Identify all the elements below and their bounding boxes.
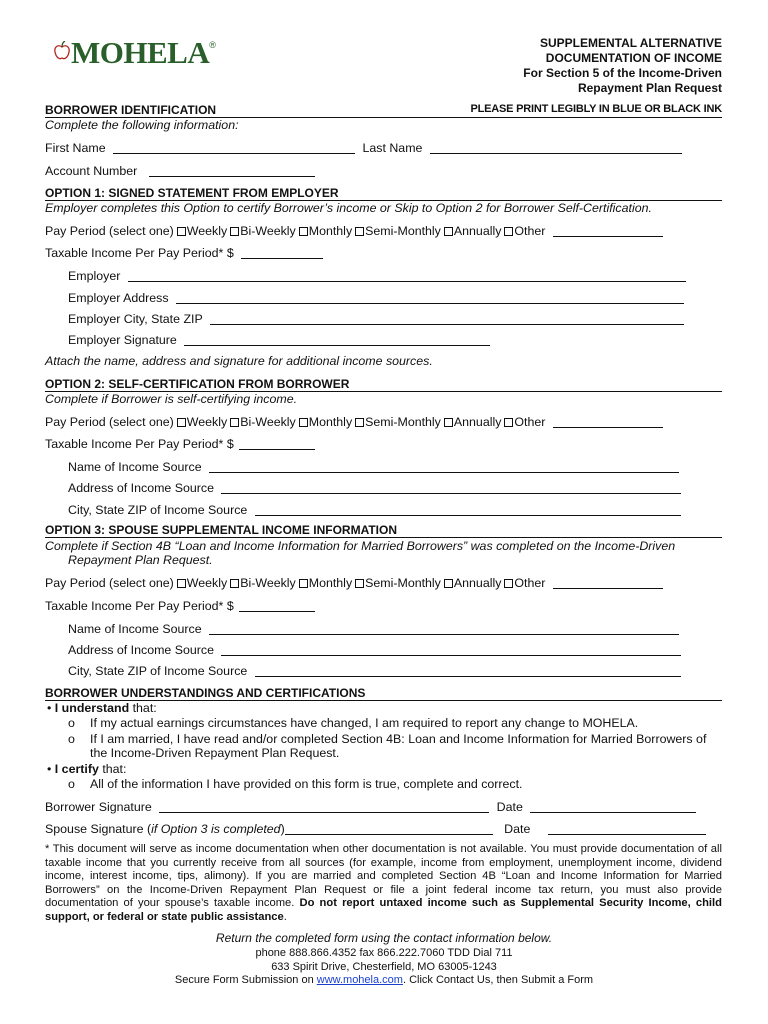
monthly-checkbox[interactable] — [299, 579, 308, 588]
employer-city-label: Employer City, State ZIP — [68, 312, 203, 326]
other-field[interactable] — [553, 225, 663, 237]
option1-heading — [45, 186, 722, 201]
address-line: 633 Spirit Drive, Chesterfield, MO 63005-1243 — [271, 961, 497, 973]
mohela-logo — [54, 36, 216, 70]
annually-checkbox[interactable] — [444, 227, 453, 236]
employer-address-label: Employer Address — [68, 291, 169, 305]
sub-bullet-icon: o — [68, 777, 75, 791]
option-label: Bi-Weekly — [240, 576, 296, 590]
option2-instruction: Complete if Borrower is self-certifying income. — [45, 392, 298, 406]
certify-bold: I certify — [54, 762, 99, 776]
option3-instruction-line1: Complete if Section 4B “Loan and Income Information for Married Borrowers” was completed on the Income-Driven — [45, 539, 676, 553]
secure-suffix: . Click Contact Us, then Submit a Form — [402, 974, 594, 986]
understand-rest: that: — [129, 701, 157, 715]
income-source-city-row — [68, 503, 681, 517]
option-label: Other — [514, 576, 546, 590]
taxable-income-label: Taxable Income Per Pay Period* $ — [45, 437, 234, 451]
income-source-city-field[interactable] — [255, 504, 681, 516]
option-label: Other — [514, 415, 546, 429]
income-source-city-field[interactable] — [255, 665, 681, 677]
understand-bold: I understand — [54, 701, 130, 715]
weekly-checkbox[interactable] — [177, 579, 186, 588]
phone-line: phone 888.866.4352 fax 866.222.7060 TDD Dial 711 — [255, 947, 513, 959]
date-label: Date — [496, 800, 523, 814]
secure-submission-line — [0, 974, 768, 986]
spouse-income-source-address-row — [68, 643, 681, 657]
footnote-bold: Do not report untaxed income such as Supplemental Security Income, child support, or federal or state public assistance — [45, 897, 722, 923]
understand-item — [68, 732, 706, 746]
section-title: OPTION 3: SPOUSE SUPPLEMENTAL INCOME INFORMATION — [45, 523, 398, 537]
print-note: PLEASE PRINT LEGIBLY IN BLUE OR BLACK INK — [470, 103, 722, 115]
taxable-income-label: Taxable Income Per Pay Period* $ — [45, 599, 234, 613]
form-title — [523, 36, 722, 96]
biweekly-checkbox[interactable] — [230, 418, 239, 427]
option-label: Annually — [453, 415, 502, 429]
weekly-checkbox[interactable] — [177, 418, 186, 427]
spouse-signature-note: if Option 3 is completed — [151, 822, 281, 836]
option-label: Monthly — [308, 576, 353, 590]
income-source-city-label: City, State ZIP of Income Source — [68, 664, 248, 678]
spouse-signature-close: ) — [280, 822, 285, 836]
annually-checkbox[interactable] — [444, 418, 453, 427]
first-name-label: First Name — [45, 141, 106, 155]
income-source-name-row — [68, 460, 679, 474]
taxable-income-field[interactable] — [241, 247, 323, 259]
option2-heading — [45, 377, 722, 392]
footnote-end: . — [283, 910, 287, 923]
income-source-name-field[interactable] — [209, 623, 679, 635]
option-label: Other — [514, 224, 546, 238]
option3-taxable-row — [45, 599, 315, 613]
borrower-signature-field[interactable] — [159, 801, 489, 813]
option-label: Annually — [453, 224, 502, 238]
registered-mark: ® — [209, 40, 216, 50]
option-label: Semi-Monthly — [365, 224, 441, 238]
option1-instruction: Employer completes this Option to certify Borrower’s income or Skip to Option 2 for Borrower Self-Certification. — [45, 201, 652, 215]
section-title: OPTION 1: SIGNED STATEMENT FROM EMPLOYER — [45, 186, 339, 200]
borrower-identification-heading — [45, 103, 722, 118]
section-title: BORROWER IDENTIFICATION — [45, 103, 217, 117]
account-number-label: Account Number — [45, 164, 138, 178]
first-name-field[interactable] — [113, 142, 355, 154]
income-source-city-label: City, State ZIP of Income Source — [68, 503, 248, 517]
return-note: Return the completed form using the contact information below. — [215, 931, 553, 945]
title-line: For Section 5 of the Income-Driven — [523, 66, 722, 80]
other-field[interactable] — [553, 577, 663, 589]
option-label: Monthly — [308, 224, 353, 238]
certify-bullet — [47, 762, 126, 776]
option-label: Bi-Weekly — [240, 224, 296, 238]
annually-checkbox[interactable] — [444, 579, 453, 588]
last-name-field[interactable] — [430, 142, 682, 154]
option3-pay-period-row — [45, 576, 663, 590]
logo-text: MOHELA — [71, 35, 210, 70]
spouse-income-source-city-row — [68, 664, 681, 678]
spouse-date-field[interactable] — [548, 823, 706, 835]
borrower-instruction: Complete the following information: — [45, 118, 239, 132]
borrower-signature-label: Borrower Signature — [45, 800, 152, 814]
pay-period-label: Pay Period (select one) — [45, 224, 174, 238]
employer-signature-label: Employer Signature — [68, 333, 177, 347]
employer-city-row — [68, 312, 684, 326]
income-source-name-field[interactable] — [209, 461, 679, 473]
certify-rest: that: — [98, 762, 127, 776]
option3-heading — [45, 523, 722, 538]
title-line: SUPPLEMENTAL ALTERNATIVE — [539, 36, 722, 50]
last-name-label: Last Name — [362, 141, 423, 155]
footnote — [45, 843, 722, 925]
understand-text: If my actual earnings circumstances have changed, I am required to report any change to MOHELA. — [90, 716, 639, 730]
monthly-checkbox[interactable] — [299, 227, 308, 236]
borrower-signature-row — [45, 800, 696, 814]
certify-text: All of the information I have provided on this form is true, complete and correct. — [90, 777, 523, 791]
spouse-income-source-name-row — [68, 622, 679, 636]
employer-signature-row — [68, 333, 490, 347]
secure-prefix: Secure Form Submission on — [174, 974, 317, 986]
income-source-name-label: Name of Income Source — [68, 622, 202, 636]
title-line: Repayment Plan Request — [577, 81, 722, 95]
section-title: OPTION 2: SELF-CERTIFICATION FROM BORROWER — [45, 377, 350, 391]
option2-taxable-row — [45, 437, 315, 451]
option-label: Weekly — [186, 415, 228, 429]
other-checkbox[interactable] — [504, 418, 513, 427]
title-line: DOCUMENTATION OF INCOME — [545, 51, 722, 65]
sub-bullet-icon: o — [68, 732, 75, 746]
borrower-date-field[interactable] — [530, 801, 696, 813]
section-title: BORROWER UNDERSTANDINGS AND CERTIFICATIONS — [45, 686, 366, 700]
employer-signature-field[interactable] — [184, 334, 490, 346]
first-name-row — [45, 141, 682, 155]
date-label: Date — [504, 822, 531, 836]
option-label: Weekly — [186, 576, 228, 590]
certifications-heading — [45, 686, 722, 701]
pay-period-label: Pay Period (select one) — [45, 576, 174, 590]
employer-address-row — [68, 291, 684, 305]
website-link[interactable]: www.mohela.com — [316, 974, 403, 986]
understand-text: If I am married, I have read and/or completed Section 4B: Loan and Income Information for Married Borrowers of — [90, 732, 707, 746]
income-source-address-row — [68, 481, 681, 495]
spouse-signature-row — [45, 822, 706, 836]
bullet-icon: • — [47, 701, 52, 715]
option-label: Bi-Weekly — [240, 415, 296, 429]
footnote-text: * This document will serve as income documentation when other documentation is not available. You must provide documentation of all taxable income that you currently receive from all sources (for example, income from employment, unemployment income, dividend income, interest income, tips, alimony). If you are married and completed Section 4B “Loan and Income Information for Married Borrowers” on the Income-Driven Repayment Plan Request or file a joint federal income tax return, you must also provide documentation of your spouse’s taxable income. — [45, 843, 722, 910]
understand-item — [68, 716, 638, 730]
income-source-address-field[interactable] — [221, 482, 681, 494]
semimonthly-checkbox[interactable] — [355, 227, 364, 236]
other-checkbox[interactable] — [504, 227, 513, 236]
employer-field[interactable] — [128, 270, 686, 282]
certify-item — [68, 777, 523, 791]
other-checkbox[interactable] — [504, 579, 513, 588]
apple-icon — [54, 41, 70, 61]
income-source-name-label: Name of Income Source — [68, 460, 202, 474]
option1-pay-period-row — [45, 224, 663, 238]
account-number-row — [45, 164, 315, 178]
understand-bullet — [47, 701, 157, 715]
taxable-income-field[interactable] — [239, 600, 315, 612]
option-label: Weekly — [186, 224, 228, 238]
sub-bullet-icon: o — [68, 716, 75, 730]
option-label: Annually — [453, 576, 502, 590]
employer-city-field[interactable] — [210, 313, 684, 325]
taxable-income-field[interactable] — [239, 438, 315, 450]
account-number-field[interactable] — [149, 165, 315, 177]
income-source-address-label: Address of Income Source — [68, 643, 215, 657]
spouse-signature-label: Spouse Signature ( — [45, 822, 152, 836]
option3-instruction-line2: Repayment Plan Request. — [68, 553, 213, 567]
employer-label: Employer — [68, 269, 121, 283]
attach-note: Attach the name, address and signature for additional income sources. — [45, 354, 433, 368]
option-label: Semi-Monthly — [365, 576, 441, 590]
spouse-signature-field[interactable] — [285, 823, 493, 835]
weekly-checkbox[interactable] — [177, 227, 186, 236]
understand-item-continued: the Income-Driven Repayment Plan Request. — [90, 746, 340, 760]
biweekly-checkbox[interactable] — [230, 579, 239, 588]
income-source-address-label: Address of Income Source — [68, 481, 215, 495]
pay-period-label: Pay Period (select one) — [45, 415, 174, 429]
bullet-icon: • — [47, 762, 52, 776]
other-field[interactable] — [553, 416, 663, 428]
income-source-address-field[interactable] — [221, 644, 681, 656]
option2-pay-period-row — [45, 415, 663, 429]
employer-row — [68, 269, 686, 283]
option1-taxable-row — [45, 246, 323, 260]
employer-address-field[interactable] — [176, 292, 684, 304]
option-label: Semi-Monthly — [365, 415, 441, 429]
monthly-checkbox[interactable] — [299, 418, 308, 427]
semimonthly-checkbox[interactable] — [355, 418, 364, 427]
option-label: Monthly — [308, 415, 353, 429]
semimonthly-checkbox[interactable] — [355, 579, 364, 588]
taxable-income-label: Taxable Income Per Pay Period* $ — [45, 246, 234, 260]
biweekly-checkbox[interactable] — [230, 227, 239, 236]
